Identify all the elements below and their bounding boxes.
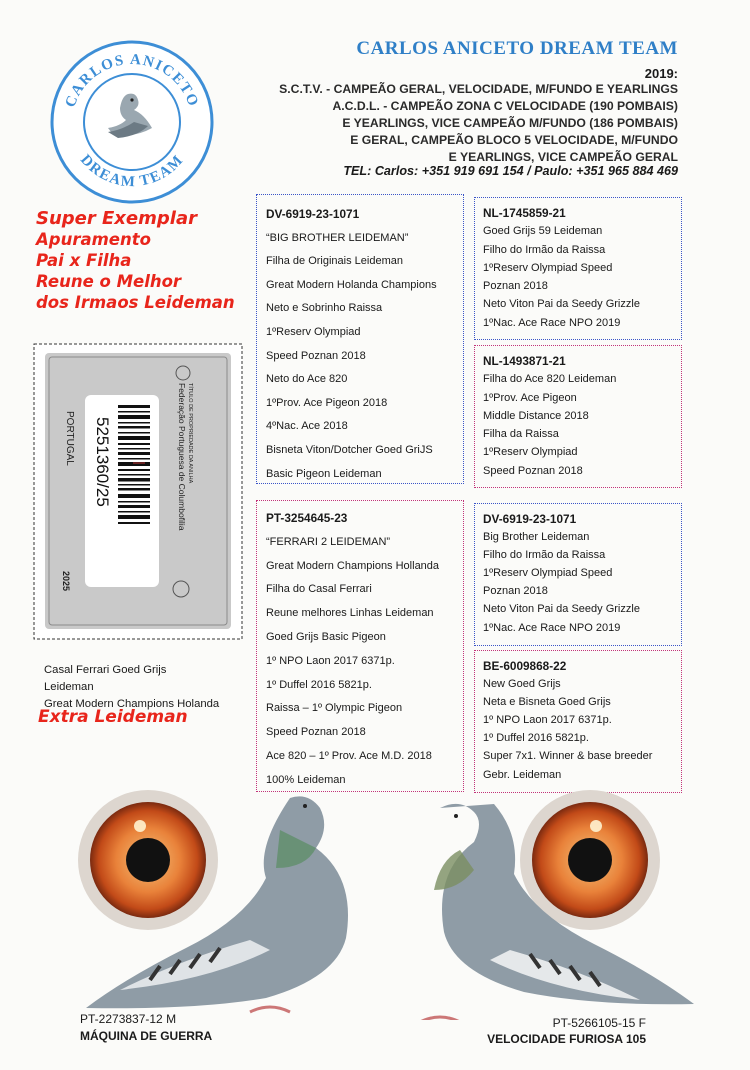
pedigree-line: 1ºReserv Olympiad — [483, 446, 578, 459]
ring-id: NL-1745859-21 — [483, 206, 566, 220]
pedigree-line: Super 7x1. Winner & base breeder — [483, 750, 653, 763]
pedigree-line: Great Modern Holanda Champions — [266, 278, 437, 291]
extra-note: Extra Leideman — [38, 707, 188, 727]
pedigree-line: Filha de Originais Leideman — [266, 255, 403, 268]
pedigree-line: 1ºNac. Ace Race NPO 2019 — [483, 316, 621, 329]
card-subtitle: TÍTULO DE PROPRIEDADE DA ANILHA — [187, 383, 193, 484]
pedigree-line: 1º NPO Laon 2017 6371p. — [266, 654, 395, 667]
pedigree-box-sire-sire — [474, 197, 682, 340]
left-parent-caption — [80, 1011, 212, 1045]
pedigree-line: Neto e Sobrinho Raissa — [266, 302, 383, 315]
right-parent-name: VELOCIDADE FURIOSA 105 — [487, 1032, 646, 1046]
ring-id: DV-6919-23-1071 — [483, 512, 577, 526]
pedigree-line: Big Brother Leideman — [483, 531, 590, 544]
titles-block — [250, 81, 678, 166]
pedigree-line: Neto Viton Pai da Seedy Grizzle — [483, 603, 640, 616]
pedigree-line: Speed Poznan 2018 — [266, 726, 366, 739]
pedigree-line: Filho do Irmão da Raissa — [483, 243, 606, 256]
pedigree-line: Goed Grijs 59 Leideman — [483, 225, 603, 238]
pedigree-line: 1ºProv. Ace Pigeon 2018 — [266, 396, 388, 409]
pedigree-line: Ace 820 – 1º Prov. Ace M.D. 2018 — [266, 749, 432, 762]
title-line: A.C.D.L. - CAMPEÃO ZONA C VELOCIDADE (190 POMBAIS) — [332, 99, 678, 113]
pedigree-line: Great Modern Champions Hollanda — [266, 559, 440, 572]
pedigree-line: 1ºReserv Olympiad — [266, 325, 361, 338]
pedigree-line: Filha da Raissa — [483, 428, 559, 441]
note-line: dos Irmaos Leideman — [36, 293, 235, 312]
pedigree-box-main — [256, 194, 464, 484]
casal-note — [44, 662, 249, 713]
pedigree-line: 4ºNac. Ace 2018 — [266, 420, 348, 433]
pedigree-line: Reune melhores Linhas Leideman — [266, 607, 434, 620]
pedigree-line: 1ºProv. Ace Pigeon — [483, 391, 577, 404]
pedigree-line: Neta e Bisneta Goed Grijs — [483, 696, 611, 709]
pedigree-box-dam-dam — [474, 650, 682, 793]
ring-ownership-card — [33, 343, 243, 640]
pedigree-line: 1ºNac. Ace Race NPO 2019 — [483, 621, 621, 634]
page-title: CARLOS ANICETO DREAM TEAM — [356, 38, 678, 59]
logo-top-text: CARLOS ANICETO — [62, 51, 202, 110]
pedigree-line: Basic Pigeon Leideman — [266, 467, 382, 480]
card-federation: Federação Portuguesa de Columbofilia — [177, 383, 187, 531]
right-parent-caption — [470, 1015, 646, 1047]
right-parent-ring: PT-5266105-15 F — [552, 1016, 646, 1030]
pedigree-box-dam — [256, 500, 464, 792]
left-parent-ring: PT-2273837-12 M — [80, 1012, 177, 1026]
pedigree-line: “FERRARI 2 LEIDEMAN” — [266, 535, 391, 548]
pedigree-line: 1ºReserv Olympiad Speed — [483, 261, 613, 274]
pedigree-line: Poznan 2018 — [483, 585, 548, 598]
pedigree-line: Neto Viton Pai da Seedy Grizzle — [483, 298, 640, 311]
telephone-line: TEL: Carlos: +351 919 691 154 / Paulo: +351 965 884 469 — [343, 164, 678, 178]
pedigree-line: Filho do Irmão da Raissa — [483, 549, 606, 562]
casal-line: Great Modern Champions Holanda — [44, 698, 220, 710]
pedigree-box-dam-sire — [474, 503, 682, 646]
pedigree-line: 1ºReserv Olympiad Speed — [483, 567, 613, 580]
card-country: PORTUGAL — [64, 411, 75, 466]
pedigree-line: Speed Poznan 2018 — [483, 464, 583, 477]
title-line: E YEARLINGS, VICE CAMPEÃO GERAL — [448, 150, 678, 164]
title-line: E GERAL, CAMPEÃO BLOCO 5 VELOCIDADE, M/FUNDO — [350, 133, 678, 147]
pedigree-line: Poznan 2018 — [483, 280, 548, 293]
casal-line: Leideman — [44, 681, 94, 693]
pedigree-line: Filha do Casal Ferrari — [266, 583, 372, 596]
ring-id: DV-6919-23-1071 — [266, 207, 360, 221]
ring-id: BE-6009868-22 — [483, 659, 567, 673]
card-year: 2025 — [61, 571, 71, 592]
casal-line: Casal Ferrari Goed Grijs — [44, 664, 167, 676]
parents-illustration — [40, 790, 730, 1020]
note-line: Reune o Melhor — [36, 272, 182, 291]
note-line: Super Exemplar — [36, 208, 197, 229]
pedigree-line: Neto do Ace 820 — [266, 373, 348, 386]
note-line: Pai x Filha — [36, 251, 132, 270]
title-line: E YEARLINGS, VICE CAMPEÃO M/FUNDO (186 POMBAIS) — [342, 116, 678, 130]
pedigree-line: Raissa – 1º Olympic Pigeon — [266, 702, 403, 715]
barcode — [118, 405, 150, 524]
card-ring-number: 5251360/25 — [93, 417, 112, 507]
pedigree-line: 1º Duffel 2016 5821p. — [266, 678, 372, 691]
note-line: Apuramento — [36, 230, 151, 249]
handwritten-note — [36, 208, 266, 313]
pedigree-line: Gebr. Leideman — [483, 768, 562, 781]
pedigree-line: New Goed Grijs — [483, 678, 561, 691]
year-label: 2019: — [644, 66, 678, 81]
left-parent-name: MÁQUINA DE GUERRA — [80, 1029, 213, 1043]
pedigree-line: Bisneta Viton/Dotcher Goed GriJS — [266, 443, 433, 456]
pedigree-box-sire-dam — [474, 345, 682, 488]
ring-id: PT-3254645-23 — [266, 511, 348, 525]
pedigree-line: 1º Duffel 2016 5821p. — [483, 732, 589, 745]
logo-bottom-text: DREAM TEAM — [77, 151, 188, 191]
pedigree-line: 1º NPO Laon 2017 6371p. — [483, 714, 612, 727]
pedigree-line: “BIG BROTHER LEIDEMAN” — [266, 231, 409, 244]
pedigree-line: Speed Poznan 2018 — [266, 349, 366, 362]
pedigree-line: Middle Distance 2018 — [483, 409, 589, 422]
pedigree-line: 100% Leideman — [266, 773, 346, 786]
title-line: S.C.T.V. - CAMPEÃO GERAL, VELOCIDADE, M/FUNDO E YEARLINGS — [279, 82, 678, 96]
dream-team-logo — [50, 40, 215, 205]
ring-id: NL-1493871-21 — [483, 354, 566, 368]
pedigree-line: Filha do Ace 820 Leideman — [483, 373, 617, 386]
pedigree-line: Goed Grijs Basic Pigeon — [266, 630, 386, 643]
left-eye-icon — [78, 790, 218, 930]
